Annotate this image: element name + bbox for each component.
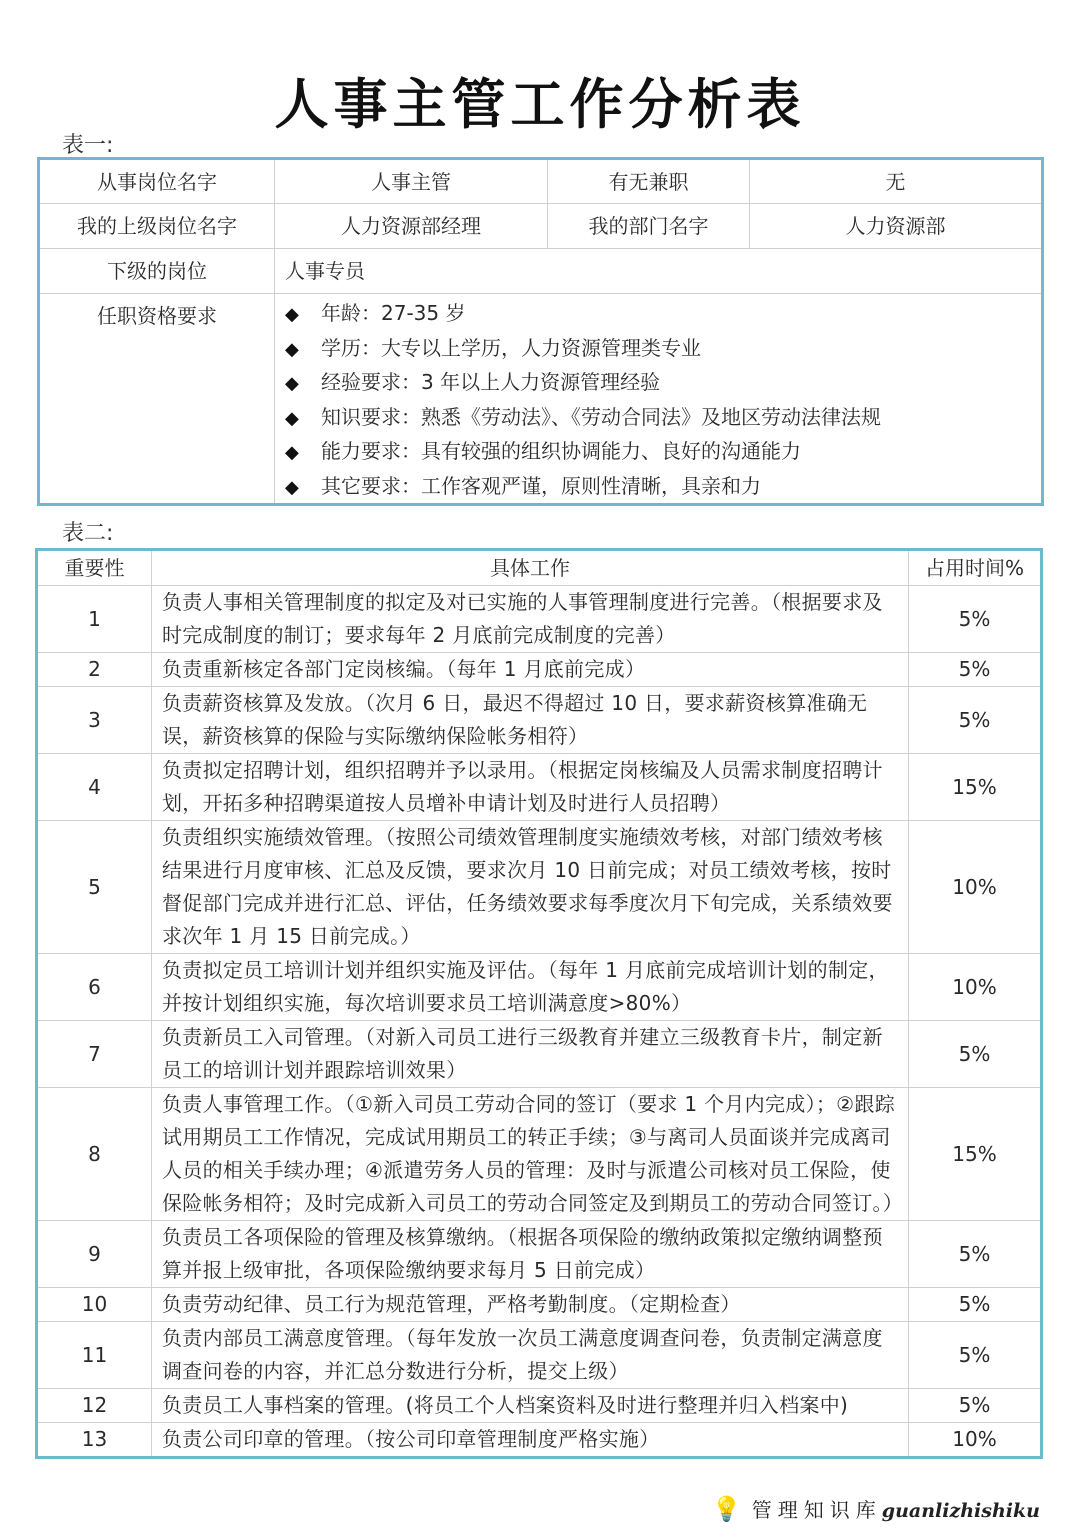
row-rank: 6 [37, 954, 152, 1021]
bullet-diamond-icon: ◆ [285, 338, 299, 360]
row-task: 负责新员工入司管理。（对新入司员工进行三级教育并建立三级教育卡片，制定新员工的培训计划并跟踪培训效果） [152, 1021, 909, 1088]
position-value: 人事主管 [275, 159, 548, 204]
row-time: 15% [909, 1088, 1042, 1221]
row-task: 负责拟定招聘计划，组织招聘并予以录用。（根据定岗核编及人员需求制度招聘计划，开拓多种招聘渠道按人员增补申请计划及时进行人员招聘） [152, 754, 909, 821]
row-task: 负责人事相关管理制度的拟定及对已实施的人事管理制度进行完善。（根据要求及时完成制度的制订；要求每年 2 月底前完成制度的完善） [152, 586, 909, 653]
row-rank: 8 [37, 1088, 152, 1221]
row-task: 负责员工人事档案的管理。(将员工个人档案资料及时进行整理并归入档案中) [152, 1389, 909, 1423]
requirement-item: ◆ 知识要求：熟悉《劳动法》、《劳动合同法》及地区劳动法律法规 [285, 400, 1031, 435]
row-time: 5% [909, 687, 1042, 754]
requirements-list [275, 294, 1043, 505]
table-row [37, 1021, 1042, 1088]
row-rank: 7 [37, 1021, 152, 1088]
row-task: 负责公司印章的管理。（按公司印章管理制度严格实施） [152, 1423, 909, 1458]
row-task: 负责拟定员工培训计划并组织实施及评估。（每年 1 月底前完成培训计划的制定，并按计划组织实施，每次培训要求员工培训满意度>80%） [152, 954, 909, 1021]
table-row [37, 653, 1042, 687]
table-row [37, 1221, 1042, 1288]
table-row [37, 1088, 1042, 1221]
page-title: 人事主管工作分析表 [274, 73, 806, 136]
table-row [37, 1288, 1042, 1322]
table-row [37, 1389, 1042, 1423]
requirement-item: ◆ 年龄：27-35 岁 [285, 296, 1031, 331]
row-time: 5% [909, 1389, 1042, 1423]
row-task: 负责内部员工满意度管理。（每年发放一次员工满意度调查问卷，负责制定满意度调查问卷的内容，并汇总分数进行分析，提交上级） [152, 1322, 909, 1389]
concurrent-label: 有无兼职 [548, 159, 750, 204]
superior-value: 人力资源部经理 [275, 204, 548, 249]
header-importance: 重要性 [37, 550, 152, 586]
table2-label: 表二: [62, 521, 114, 546]
row-time: 10% [909, 1423, 1042, 1458]
row-rank: 12 [37, 1389, 152, 1423]
dept-value: 人力资源部 [750, 204, 1043, 249]
table-row [37, 954, 1042, 1021]
table-row [37, 687, 1042, 754]
lightbulb-icon: 💡 [711, 1495, 742, 1523]
table-row [37, 1423, 1042, 1458]
row-time: 5% [909, 1021, 1042, 1088]
bullet-diamond-icon: ◆ [285, 476, 299, 498]
dept-label: 我的部门名字 [548, 204, 750, 249]
row-task: 负责重新核定各部门定岗核编。（每年 1 月底前完成） [152, 653, 909, 687]
bullet-diamond-icon: ◆ [285, 442, 299, 463]
row-time: 5% [909, 653, 1042, 687]
row-rank: 11 [37, 1322, 152, 1389]
row-task: 负责员工各项保险的管理及核算缴纳。（根据各项保险的缴纳政策拟定缴纳调整预算并报上级审批，各项保险缴纳要求每月 5 日前完成） [152, 1221, 909, 1288]
row-task: 负责组织实施绩效管理。（按照公司绩效管理制度实施绩效考核，对部门绩效考核结果进行月度审核、汇总及反馈，要求次月 10 日前完成；对员工绩效考核，按时督促部门完成并进行汇总、评估，任务绩效要求每季度次月下旬完成，关系绩效要求次年 1 月 15 日前完成。） [152, 821, 909, 954]
bullet-diamond-icon: ◆ [285, 373, 299, 394]
table1-label: 表一: [62, 133, 114, 158]
requirement-item: ◆ 学历：大专以上学历，人力资源管理类专业 [285, 331, 1031, 366]
row-time: 5% [909, 1322, 1042, 1389]
footer-brand [712, 1494, 1040, 1523]
row-rank: 9 [37, 1221, 152, 1288]
row-time: 10% [909, 821, 1042, 954]
brand-cn: 管理知识库 [751, 1498, 882, 1522]
table-row [37, 586, 1042, 653]
qualification-label: 任职资格要求 [39, 294, 275, 505]
header-time: 占用时间% [909, 550, 1042, 586]
brand-en: guanlizhishiku [881, 1500, 1040, 1522]
work-analysis-table [35, 548, 1043, 1459]
row-rank: 13 [37, 1423, 152, 1458]
superior-label: 我的上级岗位名字 [39, 204, 275, 249]
bullet-diamond-icon: ◆ [285, 304, 299, 325]
row-task: 负责人事管理工作。（①新入司员工劳动合同的签订（要求 1 个月内完成）；②跟踪试用期员工工作情况，完成试用期员工的转正手续；③与离司人员面谈并完成离司人员的相关手续办理；④派遣劳务人员的管理：及时与派遣公司核对员工保险，使保险帐务相符；及时完成新入司员工的劳动合同签定及到期员工的劳动合同签订。） [152, 1088, 909, 1221]
concurrent-value: 无 [750, 159, 1043, 204]
row-rank: 10 [37, 1288, 152, 1322]
position-info-table [37, 157, 1044, 506]
row-time: 15% [909, 754, 1042, 821]
row-rank: 3 [37, 687, 152, 754]
subordinate-value: 人事专员 [275, 249, 1043, 294]
position-label: 从事岗位名字 [39, 159, 275, 204]
requirement-item: ◆ 经验要求：3 年以上人力资源管理经验 [285, 365, 1031, 400]
row-task: 负责劳动纪律、员工行为规范管理，严格考勤制度。（定期检查） [152, 1288, 909, 1322]
requirement-item: ◆ 其它要求：工作客观严谨，原则性清晰，具亲和力 [285, 469, 1031, 504]
requirement-item: ◆ 能力要求：具有较强的组织协调能力、良好的沟通能力 [285, 434, 1031, 469]
row-task: 负责薪资核算及发放。（次月 6 日，最迟不得超过 10 日，要求薪资核算准确无误，薪资核算的保险与实际缴纳保险帐务相符） [152, 687, 909, 754]
row-time: 10% [909, 954, 1042, 1021]
row-time: 5% [909, 1221, 1042, 1288]
table-row [37, 754, 1042, 821]
header-task: 具体工作 [152, 550, 909, 586]
bullet-diamond-icon: ◆ [285, 407, 299, 429]
row-rank: 5 [37, 821, 152, 954]
row-time: 5% [909, 586, 1042, 653]
subordinate-label: 下级的岗位 [39, 249, 275, 294]
row-rank: 1 [37, 586, 152, 653]
table-row [37, 821, 1042, 954]
row-rank: 2 [37, 653, 152, 687]
table-row [37, 1322, 1042, 1389]
row-rank: 4 [37, 754, 152, 821]
row-time: 5% [909, 1288, 1042, 1322]
